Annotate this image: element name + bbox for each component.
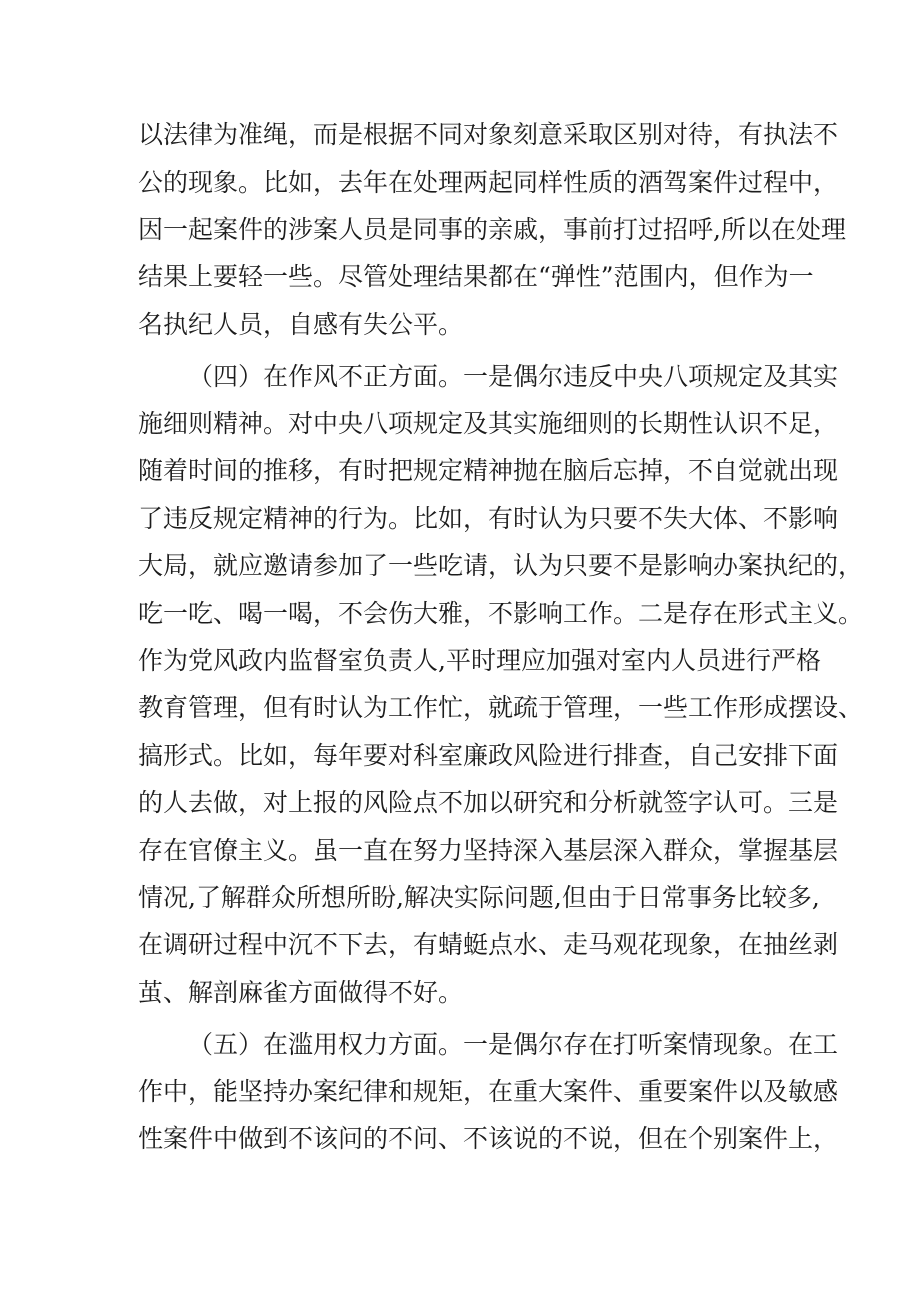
- text-line: 存在官僚主义。虽一直在努力坚持深入基层深入群众，掌握基层: [138, 836, 839, 865]
- text-line: 性案件中做到不该问的不问、不该说的不说，但在个别案件上，: [138, 1124, 839, 1153]
- text-line: 作中，能坚持办案纪律和规矩，在重大案件、重要案件以及敏感: [138, 1077, 839, 1106]
- text-line: 名执纪人员，自感有失公平。: [138, 310, 464, 339]
- text-line: 吃一吃、喝一喝，不会伤大雅，不影响工作。二是存在形式主义。: [138, 599, 864, 628]
- text-line: 教育管理，但有时认为工作忙，就疏于管理，一些工作形成摆设、: [138, 693, 864, 722]
- text-line: 因一起案件的涉案人员是同事的亲戚，事前打过招呼,所以在处理: [138, 215, 846, 244]
- text-line: 茧、解剖麻雀方面做得不好。: [138, 978, 464, 1007]
- text-line: 随着时间的推移，有时把规定精神抛在脑后忘掉，不自觉就出现: [138, 456, 839, 485]
- text-line: 结果上要轻一些。尽管处理结果都在“弹性”范围内，但作为一: [138, 262, 814, 291]
- text-line: 的人去做，对上报的风险点不加以研究和分析就签字认可。三是: [138, 788, 839, 817]
- text-line: 情况,了解群众所想所盼,解决实际问题,但由于日常事务比较多,: [138, 883, 820, 912]
- text-line: 以法律为准绳，而是根据不同对象刻意采取区别对待，有执法不: [138, 120, 839, 149]
- paragraph-five-start: （五）在滥用权力方面。一是偶尔存在打听案情现象。在工: [188, 1030, 839, 1059]
- text-line: 在调研过程中沉不下去，有蜻蜓点水、走马观花现象，在抽丝剥: [138, 930, 839, 959]
- text-line: 搞形式。比如，每年要对科室廉政风险进行排查，自己安排下面: [138, 741, 839, 770]
- text-line: 作为党风政内监督室负责人,平时理应加强对室内人员进行严格: [138, 646, 821, 675]
- text-line: 大局，就应邀请参加了一些吃请，认为只要不是影响办案执纪的，: [138, 551, 864, 580]
- text-line: 公的现象。比如，去年在处理两起同样性质的酒驾案件过程中，: [138, 168, 839, 197]
- text-line: 了违反规定精神的行为。比如，有时认为只要不失大体、不影响: [138, 504, 839, 533]
- paragraph-four-start: （四）在作风不正方面。一是偶尔违反中央八项规定及其实: [188, 362, 839, 391]
- text-line: 施细则精神。对中央八项规定及其实施细则的长期性认识不足，: [138, 409, 839, 438]
